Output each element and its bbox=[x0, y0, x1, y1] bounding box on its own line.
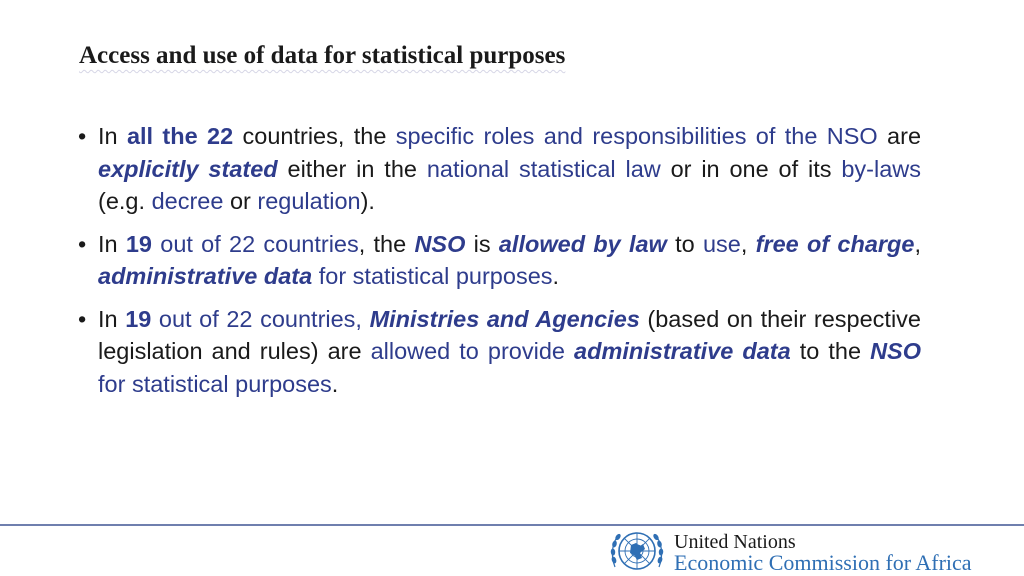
text-run: (based on their respective legislation and rules) are bbox=[98, 305, 921, 364]
org-name-line2: Economic Commission for Africa bbox=[674, 550, 972, 575]
text-run-highlight: for statistical purposes bbox=[98, 370, 332, 397]
text-run: In bbox=[98, 305, 126, 332]
bullet-item-3 bbox=[76, 303, 921, 401]
text-run: or in one of its bbox=[660, 155, 842, 182]
text-run-highlight: by-laws bbox=[841, 155, 922, 182]
text-run-emphasis: free of charge bbox=[755, 230, 915, 257]
text-run: . bbox=[331, 370, 339, 397]
text-run-highlight: use bbox=[702, 230, 741, 257]
text-run-emphasis: NSO bbox=[414, 230, 466, 257]
text-run: In bbox=[98, 123, 127, 149]
text-run-emphasis: NSO bbox=[870, 338, 921, 364]
text-run bbox=[565, 338, 574, 364]
footer-divider bbox=[0, 524, 1024, 526]
text-run-highlight: specific roles and responsibilities of the NSO bbox=[395, 123, 878, 149]
text-run: either in the bbox=[277, 155, 427, 182]
bullet-item-2 bbox=[76, 228, 921, 293]
text-run: are bbox=[877, 123, 922, 149]
text-run-emphasis: Ministries and Agencies bbox=[369, 305, 640, 332]
text-run: In bbox=[98, 230, 126, 257]
text-run: . bbox=[552, 263, 560, 289]
text-run-emphasis: allowed by law bbox=[498, 230, 667, 257]
text-run: , the bbox=[358, 230, 415, 257]
org-name-line1: United Nations bbox=[674, 531, 796, 553]
text-run-emphasis: administrative data bbox=[98, 263, 313, 289]
text-run-emphasis: 19 bbox=[125, 305, 152, 332]
slide-title: Access and use of data for statistical purposes bbox=[79, 42, 566, 69]
text-run: , bbox=[740, 230, 756, 257]
text-run-highlight: regulation bbox=[257, 188, 361, 214]
text-run-highlight: for statistical purposes bbox=[318, 263, 553, 289]
text-run-highlight: out of 22 countries bbox=[152, 230, 359, 257]
text-run-highlight: national statistical law bbox=[426, 155, 661, 182]
text-run: (e.g. bbox=[98, 188, 152, 214]
text-run-highlight: allowed to provide bbox=[370, 338, 565, 364]
text-run: or bbox=[223, 188, 258, 214]
text-run: to the bbox=[790, 338, 871, 364]
bullet-item-1 bbox=[76, 120, 921, 218]
text-run: countries, the bbox=[233, 123, 396, 149]
text-run-highlight: decree bbox=[151, 188, 224, 214]
text-run: to bbox=[666, 230, 703, 257]
text-run: is bbox=[465, 230, 499, 257]
text-run-emphasis: 19 bbox=[125, 230, 152, 257]
text-run-emphasis: administrative data bbox=[574, 338, 791, 364]
text-run: ). bbox=[360, 188, 375, 214]
un-emblem-icon bbox=[609, 527, 665, 575]
text-run: , bbox=[914, 230, 921, 257]
text-run-emphasis: explicitly stated bbox=[98, 155, 278, 182]
text-run-highlight: out of 22 countries, bbox=[151, 305, 370, 332]
bullet-list bbox=[76, 120, 921, 410]
text-run-emphasis: all the 22 bbox=[126, 123, 234, 149]
